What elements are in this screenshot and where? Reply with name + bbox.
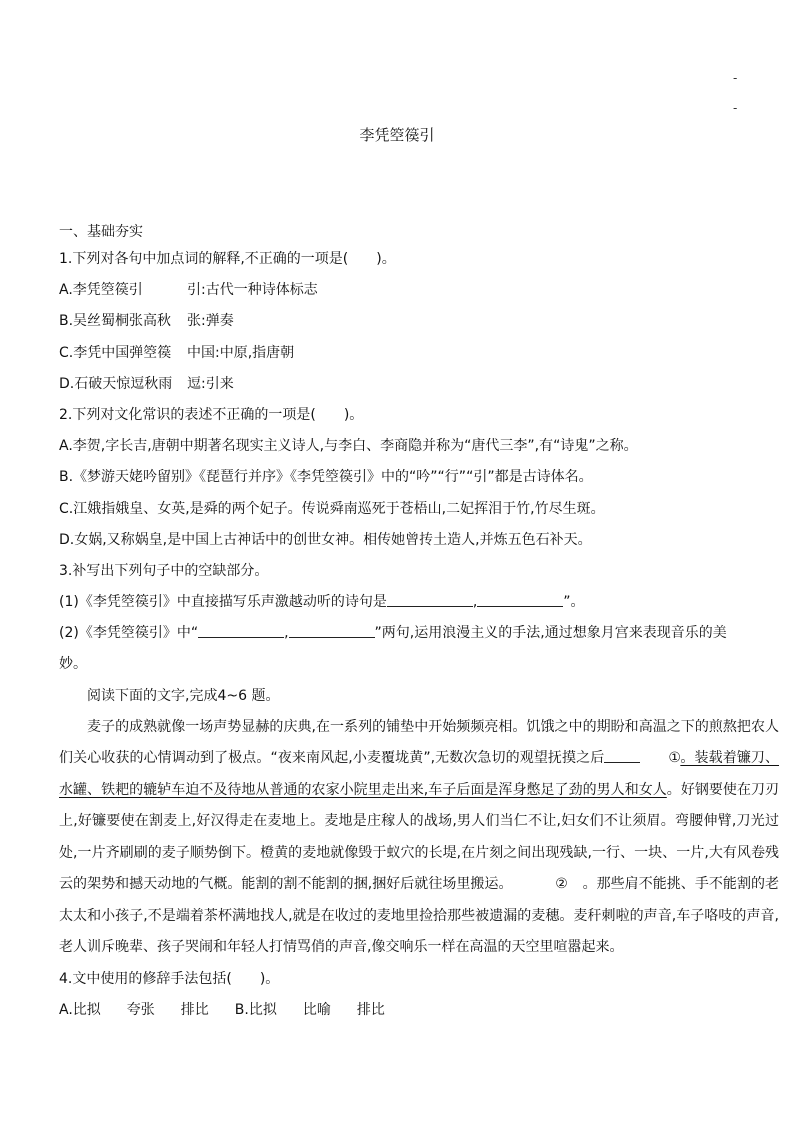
section-heading: 一、基础夯实 [59,224,143,240]
option-gloss: 中国:中原,指唐朝 [187,344,295,361]
answer-blank[interactable] [477,592,563,607]
q3-text: , [284,625,289,642]
q3-part-2 [59,618,779,649]
blank-marker: ② [555,876,568,893]
reading-passage [59,712,779,964]
q1-option-b [59,306,779,337]
q4-option-b-label: B.比拟 [234,1002,277,1018]
passage-text: 。装载着镰刀、水罐、铁耙的辘轳车迫不及待地从普通的农家小院里走出来,车子后面是浑身憋足了劲的男人和女人 [59,750,780,798]
underlined-blank [513,876,583,892]
option-gloss: 张:弹奏 [187,313,234,330]
q3-text: , [472,594,478,611]
passage-text: 。好钢要使在刀刃上,好镰要使在割麦上,好汉得走在麦地上。麦地是庄稼人的战场,男人们当仁不让,妇女们不让须眉。弯腰伸臂,刀光过处,一片齐刷刷的麦子顺势倒下。橙黄的麦地就像毁于蚁穴的长堤,在片刻之间出现残缺,一行、一块、一片,大有风卷残云的架势和撼天动地的气概。能割的割不能割的捆,捆好后就往场里搬运。 [59,781,780,893]
option-gloss: 引:古代一种诗体标志 [187,282,318,299]
q4-option-a-item: 排比 [180,1002,209,1018]
q4-option-b-item: 排比 [356,1002,385,1018]
q4-option-a-label: A.比拟 [59,1002,101,1018]
q3-text: ”两句,运用浪漫主义的手法,通过想象月宫来表现音乐的美 [374,625,727,642]
passage-text: 麦子的成熟就像一场声势显赫的庆典,在一系列的铺垫中开始频频亮相。饥饿之中的期盼和高温之下的煎熬把农人们关心收获的心情调动到了极点。“夜来南风起,小麦覆垅黄”,无数次急切的观望抚摸之后 [59,718,779,767]
q3-text: (1)《李凭箜篌引》中直接描写乐声激越动听的诗句是 [59,594,387,611]
answer-blank[interactable] [198,623,284,638]
q1-option-c [59,338,779,369]
option-term: B.吴丝蜀桐张高秋 [59,313,172,330]
question-2-stem: 2.下列对文化常识的表述不正确的一项是( )。 [59,406,364,423]
q3-part-1 [59,587,779,618]
q3-text: (2)《李凭箜篌引》中“ [59,625,199,642]
q2-option-b: B.《梦游天姥吟留别》《琵琶行并序》《李凭箜篌引》中的“吟”“行”“引”都是古诗体名。 [59,469,593,486]
question-1-stem: 1.下列对各句中加点词的解释,不正确的一项是( )。 [59,251,396,267]
option-term: C.李凭中国弹箜篌 [59,344,172,361]
header-mark: - [733,71,738,85]
question-4-stem: 4.文中使用的修辞手法包括( )。 [59,970,280,987]
q1-option-d [59,369,779,400]
answer-blank[interactable] [387,592,473,607]
q2-option-c: C.江娥指娥皇、女英,是舜的两个妃子。传说舜南巡死于苍梧山,二妃挥泪于竹,竹尽生斑。 [59,500,605,517]
blank-marker: ① [668,750,681,767]
passage-text: 。那些肩不能挑、手不能割的老太太和小孩子,不是端着茶杯满地找人,就是在收过的麦地里捡拾那些被遗漏的麦穗。麦秆刺啦的声音,车子咯吱的声音,老人训斥晚辈、孩子哭闹和年轻人打情骂俏的声音,像交响乐一样在高温的天空里喧嚣起来。 [59,876,780,956]
header-mark: - [733,101,738,115]
q1-option-a [59,275,779,306]
option-term: D.石破天惊逗秋雨 [59,375,173,392]
answer-blank[interactable] [604,748,640,763]
question-3-stem: 3.补写出下列句子中的空缺部分。 [59,562,269,579]
document-body [59,220,779,1026]
q2-option-a: A.李贺,字长吉,唐朝中期著名现实主义诗人,与李白、李商隐并称为“唐代三李”,有“诗鬼”之称。 [59,438,638,455]
reading-instruction: 阅读下面的文字,完成4~6 题。 [87,687,280,704]
q4-option-b-item: 比喻 [302,1002,331,1018]
option-term: A.李凭箜篌引 [59,282,143,299]
page-title: 李凭箜篌引 [359,126,435,144]
q2-option-d: D.女娲,又称娲皇,是中国上古神话中的创世女神。相传她曾抟土造人,并炼五色石补天。 [59,531,592,548]
answer-blank[interactable] [289,623,375,638]
q3-part-2-continued: 妙。 [59,656,87,673]
q3-text: ”。 [563,594,585,611]
q4-options [59,995,779,1026]
option-gloss: 逗:引来 [187,375,234,392]
q4-option-a-item: 夸张 [126,1002,155,1018]
